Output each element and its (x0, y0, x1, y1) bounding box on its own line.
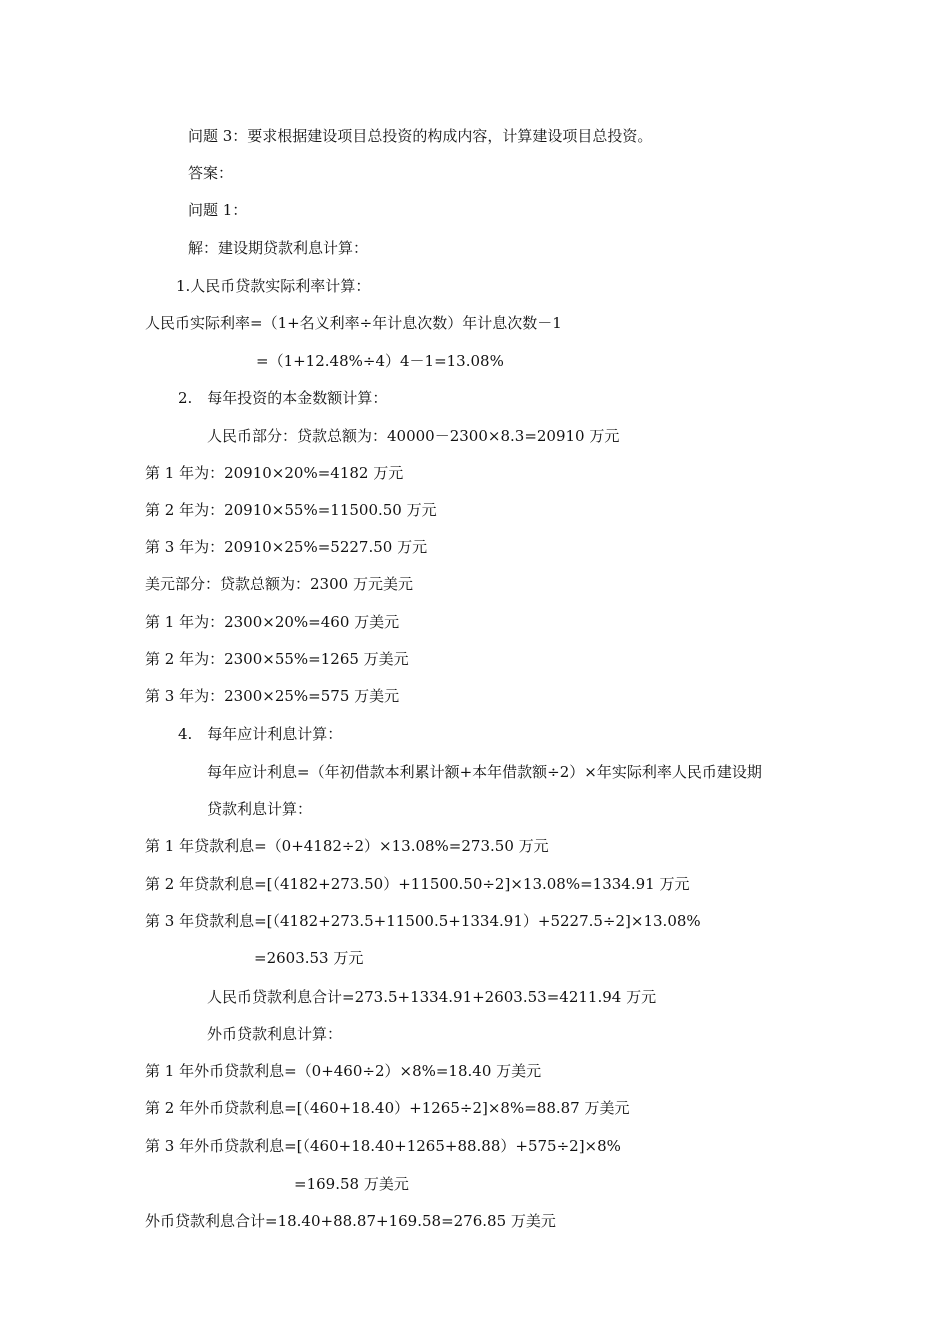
rmb-rate-result: =（1+12.48%÷4）4－1=13.08% (256, 352, 504, 370)
usd-total-loan: 美元部分：贷款总额为：2300 万元美元 (145, 575, 413, 593)
usd-interest-year-3: 第 3 年外币贷款利息=[（460+18.40+1265+88.88）+575÷2]×8% (145, 1137, 621, 1155)
question-1-heading: 问题 1： (188, 201, 248, 219)
interest-formula: 每年应计利息=（年初借款本利累计额+本年借款额÷2）×年实际利率人民币建设期 (207, 763, 762, 781)
usd-interest-year-2: 第 2 年外币贷款利息=[（460+18.40）+1265÷2]×8%=88.87 万美元 (145, 1099, 630, 1117)
rmb-interest-year-2: 第 2 年贷款利息=[（4182+273.50）+11500.50÷2]×13.08%=1334.91 万元 (145, 875, 690, 893)
question-3-text: 问题 3：要求根据建设项目总投资的构成内容，计算建设项目总投资。 (188, 127, 653, 145)
rmb-interest-year-1: 第 1 年贷款利息=（0+4182÷2）×13.08%=273.50 万元 (145, 837, 549, 855)
rmb-rate-formula: 人民币实际利率=（1+名义利率÷年计息次数）年计息次数－1 (145, 314, 562, 332)
usd-year-3: 第 3 年为：2300×25%=575 万美元 (145, 687, 400, 705)
rmb-interest-heading: 贷款利息计算： (207, 800, 313, 818)
step-1-heading: 1.人民币贷款实际利率计算： (176, 277, 371, 295)
solution-intro: 解：建设期贷款利息计算： (188, 239, 369, 257)
rmb-year-3: 第 3 年为：20910×25%=5227.50 万元 (145, 538, 428, 556)
rmb-total-loan: 人民币部分：贷款总额为：40000－2300×8.3=20910 万元 (207, 427, 620, 445)
usd-interest-total: 外币贷款利息合计=18.40+88.87+169.58=276.85 万美元 (145, 1212, 556, 1230)
usd-interest-year-1: 第 1 年外币贷款利息=（0+460÷2）×8%=18.40 万美元 (145, 1062, 542, 1080)
answer-heading: 答案： (188, 164, 234, 182)
usd-year-1: 第 1 年为：2300×20%=460 万美元 (145, 613, 400, 631)
rmb-interest-year-3-result: =2603.53 万元 (254, 949, 364, 967)
usd-interest-year-3-result: =169.58 万美元 (294, 1175, 409, 1193)
step-4-heading: 4. 每年应计利息计算： (178, 725, 343, 743)
rmb-year-2: 第 2 年为：20910×55%=11500.50 万元 (145, 501, 437, 519)
rmb-year-1: 第 1 年为：20910×20%=4182 万元 (145, 464, 404, 482)
usd-year-2: 第 2 年为：2300×55%=1265 万美元 (145, 650, 409, 668)
rmb-interest-year-3: 第 3 年贷款利息=[（4182+273.5+11500.5+1334.91）+5227.5÷2]×13.08% (145, 912, 701, 930)
rmb-interest-total: 人民币贷款利息合计=273.5+1334.91+2603.53=4211.94 万元 (207, 988, 657, 1006)
step-2-heading: 2. 每年投资的本金数额计算： (178, 389, 388, 407)
usd-interest-heading: 外币贷款利息计算： (207, 1025, 343, 1043)
